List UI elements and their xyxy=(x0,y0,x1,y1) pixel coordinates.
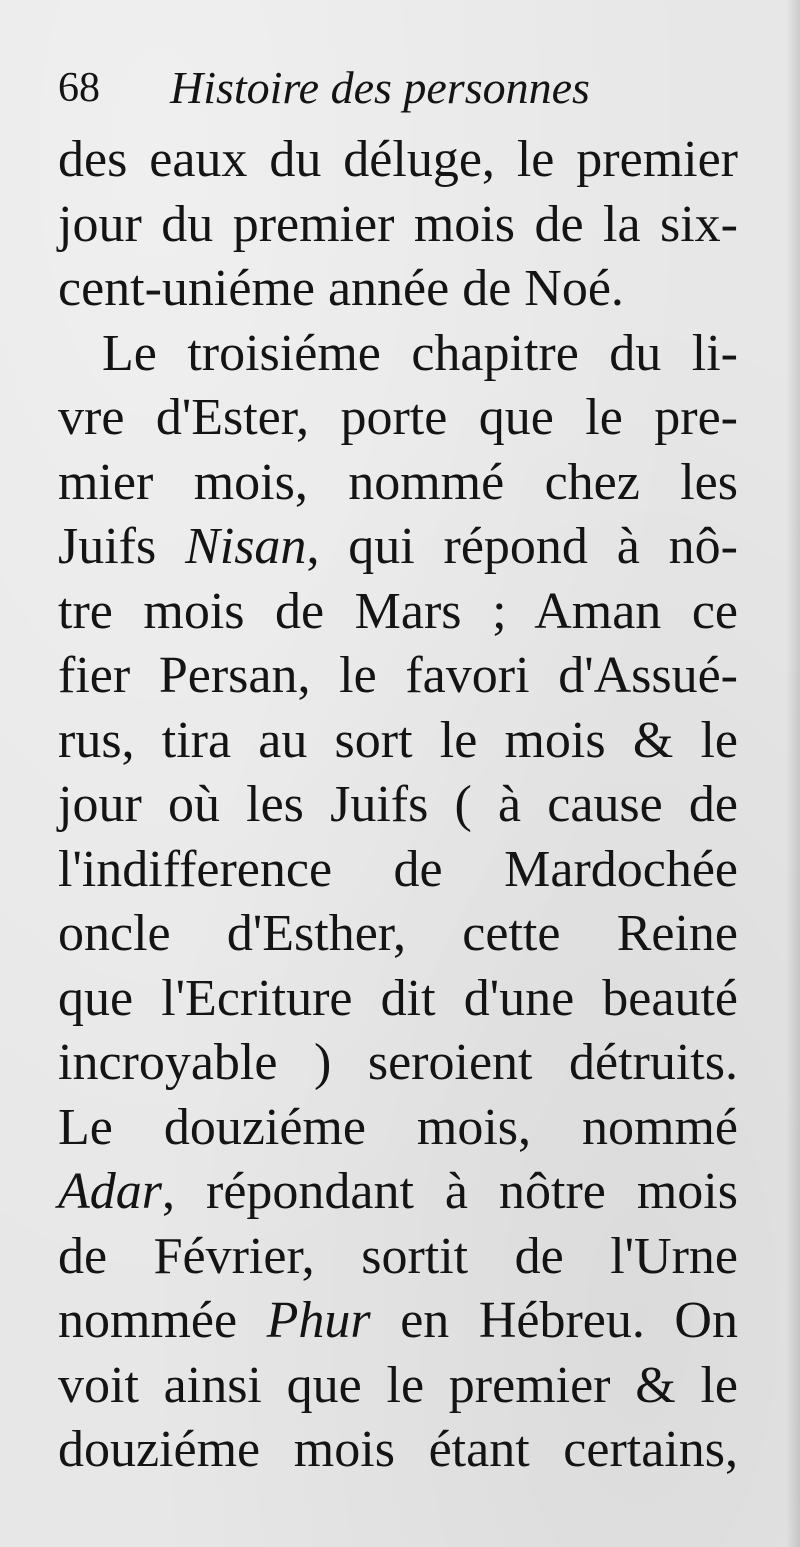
text-line xyxy=(58,967,738,1032)
text-run: incroyable ) seroient détruits. xyxy=(58,1034,738,1091)
text-run: cent-uniéme année de Noé. xyxy=(58,260,624,317)
text-line xyxy=(58,709,738,774)
italic-term: Phur xyxy=(266,1292,371,1349)
text-run: , répondant à nôtre mois xyxy=(162,1163,738,1220)
text-line xyxy=(58,838,738,903)
text-run: des eaux du déluge, le premier xyxy=(58,131,738,188)
text-run: jour où les Juifs ( à cause de xyxy=(58,776,738,833)
text-line xyxy=(58,1418,738,1483)
italic-term: Adar xyxy=(58,1163,162,1220)
text-line xyxy=(58,580,738,645)
text-line xyxy=(58,257,738,322)
text-run: , qui répond à nô- xyxy=(306,518,738,575)
italic-term: Nisan xyxy=(185,518,307,575)
text-line xyxy=(58,386,738,451)
running-title: Histoire des personnes xyxy=(170,62,590,113)
text-line xyxy=(58,1096,738,1161)
page-header xyxy=(58,60,758,120)
text-run: de Février, sortit de l'Urne xyxy=(58,1227,738,1285)
text-run: jour du premier mois de la six- xyxy=(58,195,738,253)
page-edge-shadow xyxy=(786,0,800,1547)
text-line xyxy=(58,322,738,387)
text-run: Le troisiéme chapitre du li- xyxy=(102,324,738,382)
body-text xyxy=(58,128,738,1483)
text-line xyxy=(58,644,738,709)
text-run: Juifs xyxy=(58,518,186,575)
text-run: mier mois, nommé chez les xyxy=(58,453,738,511)
text-line xyxy=(58,1031,738,1096)
text-run: oncle d'Esther, cette Reine xyxy=(58,905,738,962)
text-run: rus, tira au sort le mois & le xyxy=(58,711,738,769)
text-line xyxy=(58,451,738,516)
text-run: douziéme mois étant certains, xyxy=(58,1421,738,1478)
text-run: Le douziéme mois, nommé xyxy=(58,1098,738,1156)
text-line xyxy=(58,1160,738,1225)
text-line xyxy=(58,128,738,193)
text-run: tre mois de Mars ; Aman ce xyxy=(58,582,738,640)
text-run: vre d'Ester, porte que le pre- xyxy=(58,389,738,446)
text-line xyxy=(58,515,738,580)
page-number: 68 xyxy=(58,65,100,111)
text-line xyxy=(58,902,738,967)
text-line xyxy=(58,1289,738,1354)
text-line xyxy=(58,193,738,258)
text-run: l'indifference de Mardochée xyxy=(58,840,738,898)
text-line xyxy=(58,773,738,838)
text-run: fier Persan, le favori d'Assué- xyxy=(58,647,738,704)
text-line xyxy=(58,1354,738,1419)
text-run: voit ainsi que le premier & le xyxy=(58,1356,738,1414)
text-run: nommée xyxy=(58,1292,267,1349)
text-run: que l'Ecriture dit d'une beauté xyxy=(58,969,738,1027)
text-line xyxy=(58,1225,738,1290)
text-run: en Hébreu. On xyxy=(370,1292,738,1349)
